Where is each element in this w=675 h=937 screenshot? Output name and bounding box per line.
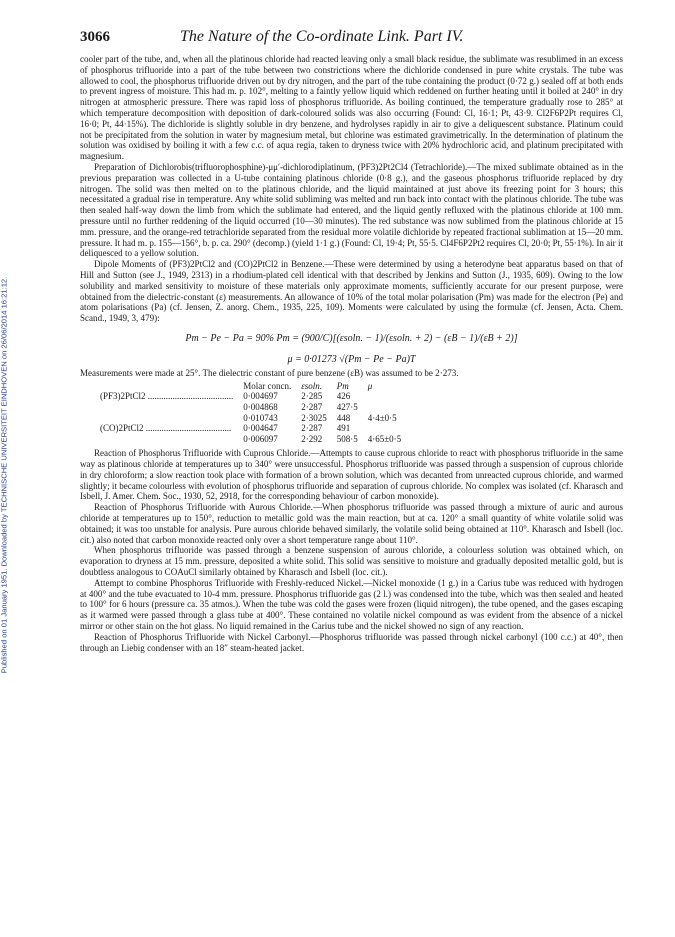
- paragraph: Measurements were made at 25°. The dielectric constant of pure benzene (εB) was assumed to be 2·273.: [80, 367, 459, 378]
- table-row: [100, 434, 411, 445]
- table-cell: 448: [336, 412, 351, 423]
- table-cell: [100, 434, 243, 445]
- table-row: [100, 402, 411, 413]
- download-watermark: [0, 75, 16, 875]
- table-cell: 2·292: [301, 433, 323, 444]
- table-header-cell: Molar concn.: [243, 380, 292, 391]
- table-cell: 0·004868: [243, 401, 278, 412]
- table-cell: 4·65±0·5: [367, 433, 402, 444]
- table-row: [100, 423, 411, 434]
- table-cell: 0·004697: [243, 391, 278, 402]
- article-page: [80, 28, 623, 653]
- table-header-cell: [100, 381, 243, 392]
- table-cell: 2·285: [301, 391, 323, 402]
- table-cell: [368, 402, 411, 413]
- table-header-cell: εsoln.: [301, 380, 323, 391]
- table-cell: 0·004647: [243, 423, 278, 434]
- table-cell: 0·010743: [243, 412, 278, 423]
- paragraph: cooler part of the tube, and, when all the platinous chloride had reacted leaving only a small black residue, the sublimate was resublimed in an excess of phosphorus trifluoride into a part of the tube between two constrictions where the dichloride condensed in pure white crystals. The tube was allowed to cool, the phosphorus trifluoride driven out by dry nitrogen, and the part of the tube containing the product (0·72 g.) sealed off at both ends to prevent ingress of moisture. This had m. p. 102°, melting to a faintly yellow liquid which reddened on further heating until it boiled at 240° in dry nitrogen at atmospheric pressure. There was rapid loss of phosphorus trifluoride. As boiling continued, the temperature gradually rose to 285° at which temperature decomposition with deposition of dark-coloured solids was also occurring (Found: Cl, 16·1; Pt, 43·9. Cl2F6P2Pt requires Cl, 16·0; Pt, 44·15%). The dichloride is slightly soluble in dry benzene, and hydrolyses rapidly in air to give a deliquescent substance. Platinum could not be precipitated from the solution in water by magnesium metal, but chlorine was estimated gravimetrically. In the determination of platinum the solution was oxidised by boiling it with a few c.c. of aqua regia, taken to dryness twice with 20% hydrochloric acid, and platinum precipitated with magnesium.: [80, 54, 623, 162]
- table-header-row: [100, 381, 411, 392]
- page-number: 3066: [80, 29, 110, 45]
- table-cell: 0·006097: [243, 433, 278, 444]
- paragraph: When phosphorus trifluoride was passed through a benzene suspension of aurous chloride, a colourless solution was obtained which, on evaporation to dryness at 15 mm. pressure, deposited a white solid. This solid was sensitive to moisture and gradually deposited metallic gold, but is doubtless analogous to COAuCl similarly obtained by Kharasch and Isbell (loc. cit.).: [80, 545, 623, 578]
- running-header: [80, 28, 623, 54]
- moment-formula: μ = 0·01273 √(Pm − Pe − Pa)T: [287, 353, 416, 365]
- table-cell: [368, 391, 411, 402]
- table-cell: 427·5: [336, 401, 358, 412]
- table-cell: 2·287: [301, 401, 323, 412]
- table-cell: (CO)2PtCl2 ......................................: [100, 423, 232, 434]
- paragraph: Attempt to combine Phosphorus Trifluoride with Freshly-reduced Nickel.—Nickel monoxide (1 g.) in a Carius tube was reduced with hydrogen at 400° and the tube evacuated to 10-4 mm. pressure. Phosphorus trifluoride gas (2 l.) was condensed into the tube, which was then sealed and heated to 100° for 6 hours (pressure ca. 35 atmos.). When the tube was cold the gases were frozen (liquid nitrogen), the tube opened, and the gases escaping as it warmed were passed through a glass tube at 400°. These contained no volatile nickel compound as was evident from the absence of a nickel mirror or other stain on the hot glass. No liquid remained in the Carius tube and the nickel showed no sign of any reaction.: [80, 577, 623, 632]
- dipole-data-table: [100, 381, 411, 445]
- table-cell: [368, 423, 411, 434]
- table-cell: 508·5: [336, 433, 358, 444]
- table-cell: [100, 402, 243, 413]
- running-title: The Nature of the Co-ordinate Link. Part IV.: [180, 28, 464, 45]
- paragraph: Preparation of Dichlorobis(trifluorophosphine)-μμ′-dichlorodiplatinum, (PF3)2Pt2Cl4 (Tetrachloride).—The mixed sublimate obtained as in the previous preparation was collected in a U-tube containing platinous chloride (0·8 g.), and the gaseous phosphorus trifluoride replaced by dry nitrogen. The solid was then melted on to the platinous chloride, and the liquid maintained at just above its freezing point for 3 hours; this necessitated a gradual rise in temperature. Any white solid subliming was melted and run back into contact with the platinous chloride. The tube was then sealed half-way down the limb from which the sublimate had entered, and the liquid gently refluxed with the platinous chloride at 100 mm. pressure until no further reddening of the liquid occurred (10—30 minutes). The red substance was now sublimed from the platinous chloride at 15 mm. pressure, and the orange-red tetrachloride separated from the residual more volatile dichloride by repeated fractional sublimation at 15—20 mm. pressure. It had m. p. 155—156°, b. p. ca. 290° (decomp.) (yield 1·1 g.) (Found: Cl, 19·4; Pt, 55·5. Cl4F6P2Pt2 requires Cl, 20·0; Pt, 55·1%). In air it deliquesced to a yellow solution.: [80, 161, 623, 259]
- table-cell: (PF3)2PtCl2 ......................................: [100, 391, 234, 402]
- download-watermark-text: Published on 01 January 1951. Downloaded by TECHNISCHE UNIVERSITEIT EINDHOVEN on 26/06/2014 16:21:12.: [0, 276, 9, 674]
- table-cell: 2·287: [301, 423, 323, 434]
- table-header-cell: Pm: [336, 380, 349, 391]
- table-row: [100, 413, 411, 424]
- table-cell: 426: [336, 391, 351, 402]
- table-cell: 2·3025: [301, 412, 327, 423]
- paragraph: Reaction of Phosphorus Trifluoride with Cuprous Chloride.—Attempts to cause cuprous chloride to react with phosphorus trifluoride in the same way as platinous chloride at temperatures up to 340° were unsuccessful. Phosphorus trifluoride was passed through a suspension of cuprous chloride in dry chloroform; a slow reaction took place with formation of a brown solution, which was decanted from unreacted cuprous chloride, and warmed slightly; it became colourless with evolution of phosphorus trifluoride and separation of cuprous chloride. No complex was isolated (cf. Kharasch and Isbell, J. Amer. Chem. Soc., 1930, 52, 2918, for the corresponding behaviour of carbon monoxide).: [80, 448, 623, 502]
- table-row: [100, 391, 411, 402]
- polarisation-formula: Pm − Pe − Pa = 90% Pm = (900/C)[(εsoln. − 1)/(εsoln. + 2) − (εB − 1)/(εB + 2)]: [185, 333, 518, 345]
- paragraph: Dipole Moments of (PF3)2PtCl2 and (CO)2PtCl2 in Benzene.—These were determined by using a heterodyne beat apparatus based on that of Hill and Sutton (see J., 1949, 2313) in a rhodium-plated cell identical with that described by Jenkins and Sutton (J., 1935, 609). Owing to the low solubility and marked sensitivity to moisture of these materials only approximate moments, sufficiently accurate for our present purpose, were obtained from the dielectric-constant (ε) measurements. An allowance of 10% of the total molar polarisation (Pm) was made for the electron (Pe) and atom polarisations (Pa) (cf. Jensen, Z. anorg. Chem., 1935, 225, 109). Moments were calculated by using the formulæ (cf. Jensen, Acta. Chem. Scand., 1949, 3, 479):: [80, 259, 623, 324]
- table-cell: 491: [336, 423, 351, 434]
- table-cell: 4·4±0·5: [367, 412, 397, 423]
- table-header-cell: μ: [367, 380, 373, 391]
- paragraph: Reaction of Phosphorus Trifluoride with Nickel Carbonyl.—Phosphorus trifluoride was passed through nickel carbonyl (100 c.c.) at 40°, then through an Liebig condenser with an 18″ steam-heated jacket.: [80, 631, 623, 653]
- table-cell: [100, 413, 243, 424]
- paragraph: Reaction of Phosphorus Trifluoride with Aurous Chloride.—When phosphorus trifluoride was passed through a mixture of auric and aurous chloride at temperatures up to 150°, reduction to metallic gold was the main reaction, but at ca. 120° a small quantity of white volatile solid was obtained; it was too unstable for analysis. Pure aurous chloride behaved similarly, the volatile solid being obtained at 110°. Kharasch and Isbell (loc. cit.) also noted that carbon monoxide reacted only over a short temperature range about 110°.: [80, 502, 623, 545]
